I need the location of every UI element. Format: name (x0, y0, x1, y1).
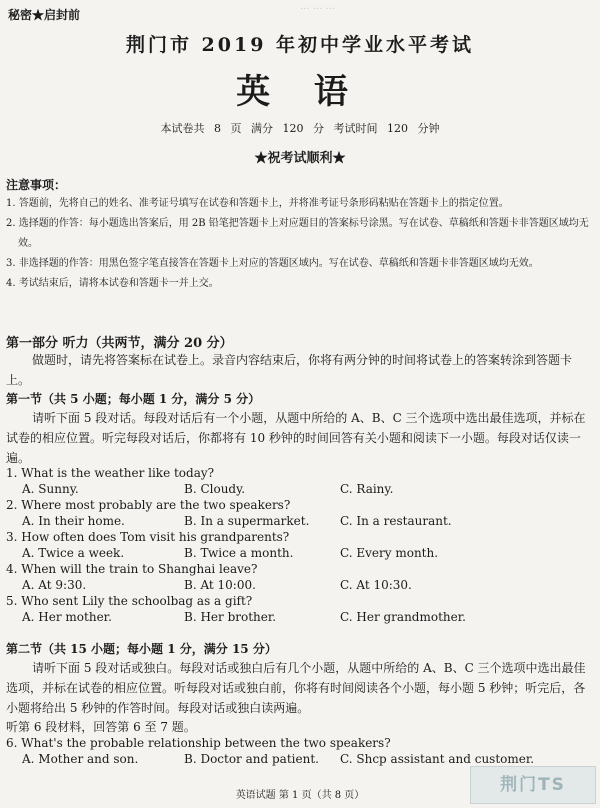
section2-heading: 第二节（共 15 小题；每小题 1 分，满分 15 分） (6, 642, 277, 656)
option-b: B. Her brother. (184, 610, 277, 624)
option-b: B. Cloudy. (184, 482, 246, 496)
option-c: C. Every month. (340, 546, 439, 560)
secret-mark: 秘密★启封前 (8, 8, 81, 22)
question-1: 1. What is the weather like today? (6, 466, 215, 480)
part1-heading: 第一部分 听力（共两节，满分 20 分） (6, 336, 233, 351)
watermark-logo-text: 荆门TS (500, 775, 566, 795)
option-b: B. Doctor and patient. (184, 752, 319, 766)
bleed-through-text: ··· ··· ··· (300, 4, 335, 15)
option-c: C. Shcp assistant and customer. (340, 752, 535, 766)
notes-heading: 注意事项： (6, 178, 67, 192)
option-b: B. At 10:00. (184, 578, 256, 592)
exam-meta: 本试卷共 8 页 满分 120 分 考试时间 120 分钟 (160, 122, 440, 135)
option-a: A. At 9:30. (22, 578, 87, 592)
option-b: B. In a supermarket. (184, 514, 310, 528)
section1-heading: 第一节（共 5 小题；每小题 1 分，满分 5 分） (6, 392, 261, 406)
section2-instructions: 请听下面 5 段对话或独白。每段对话或独白后有几个小题，从题中所给的 A、B、C 三个选项中选出最佳选项，并标在试卷的相应位置。听每段对话或独白前，你将有时间阅读各个小题，每小题 5 秒钟；听完后，各小题将给出 5 秒钟的作答时间。每段对话或独白读两遍。 (6, 661, 586, 715)
question-6: 6. What's the probable relationship between the two speakers? (6, 736, 391, 750)
note-item: 2. 选择题的作答：每小题选出答案后，用 2B 铅笔把答题卡上对应题目的答案标号涂黑。写在试卷、草稿纸和答题卡非答题区域均无效。 (6, 218, 589, 249)
good-luck-banner: ★祝考试顺利★ (254, 151, 346, 166)
watermark-logo (470, 766, 596, 804)
option-c: C. Her grandmother. (340, 610, 466, 624)
material-note: 听第 6 段材料，回答第 6 至 7 题。 (6, 720, 196, 734)
option-a: A. Twice a week. (22, 546, 125, 560)
option-a: A. Mother and son. (22, 752, 139, 766)
subject-title: 英 语 (236, 72, 364, 112)
options-5 (22, 610, 582, 628)
note-item: 4. 考试结束后，请将本试卷和答题卡一并上交。 (6, 278, 219, 289)
option-a: A. Sunny. (22, 482, 79, 496)
option-a: A. Her mother. (22, 610, 112, 624)
note-item: 1. 答题前，先将自己的姓名、准考证号填写在试卷和答题卡上，并将准考证号条形码粘贴在答题卡上的指定位置。 (6, 198, 509, 209)
question-5: 5. Who sent Lily the schoolbag as a gift? (6, 594, 253, 608)
note-item: 3. 非选择题的作答：用黑色签字笔直接答在答题卡上对应的答题区域内。写在试卷、草稿纸和答题卡非答题区域均无效。 (6, 258, 539, 269)
question-2: 2. Where most probably are the two speakers? (6, 498, 291, 512)
question-4: 4. When will the train to Shanghai leave? (6, 562, 258, 576)
option-c: C. In a restaurant. (340, 514, 452, 528)
notes-list (6, 194, 592, 294)
option-a: A. In their home. (22, 514, 125, 528)
option-b: B. Twice a month. (184, 546, 294, 560)
exam-title: 荆门市 2019 年初中学业水平考试 (125, 34, 475, 56)
option-c: C. Rainy. (340, 482, 394, 496)
option-c: C. At 10:30. (340, 578, 412, 592)
section1-instructions: 请听下面 5 段对话。每段对话后有一个小题，从题中所给的 A、B、C 三个选项中选出最佳选项，并标在试卷的相应位置。听完每段对话后，你都将有 10 秒钟的时间回答有关小题和阅读下一小题。每段对话仅读一遍。 (6, 411, 586, 465)
page-footer: 英语试题 第 1 页（共 8 页） (235, 790, 365, 801)
part1-instructions: 做题时，请先将答案标在试卷上。录音内容结束后，你将有两分钟的时间将试卷上的答案转涂到答题卡上。 (6, 353, 573, 387)
question-3: 3. How often does Tom visit his grandparents? (6, 530, 290, 544)
